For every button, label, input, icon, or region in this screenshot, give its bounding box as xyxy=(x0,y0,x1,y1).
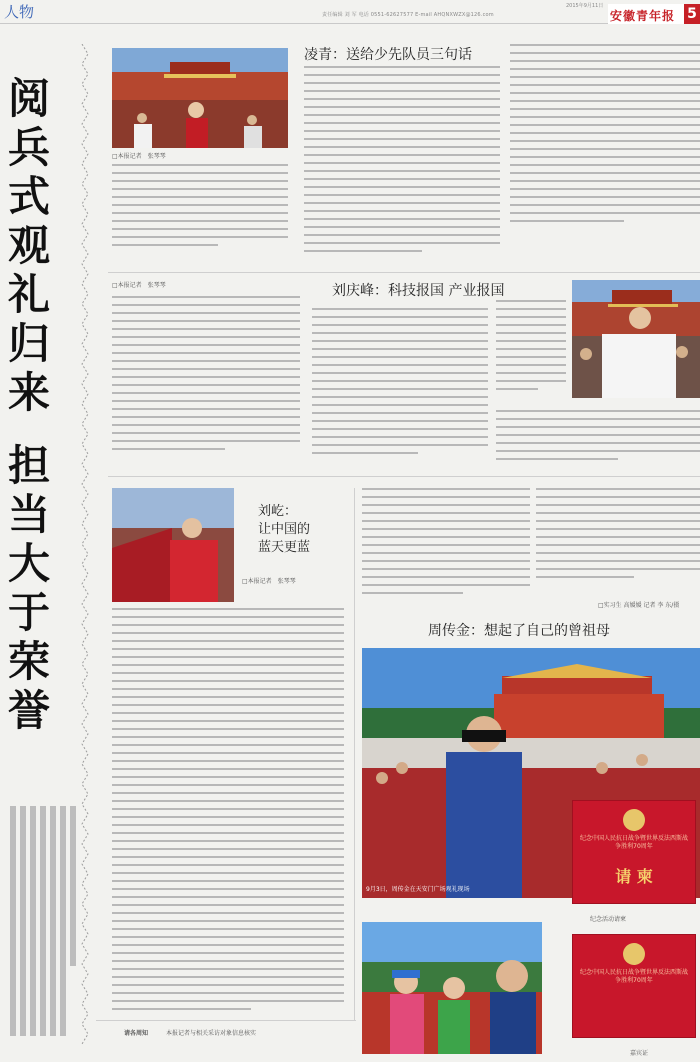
byline-lingqing: □本报记者 张琴琴 xyxy=(112,153,166,160)
text-liuqingfeng-4 xyxy=(496,410,700,464)
photo-liuyi xyxy=(112,488,234,602)
footnote xyxy=(96,1024,426,1054)
logo-text: 安徽青年报 xyxy=(610,9,676,23)
emblem-icon xyxy=(623,809,645,831)
headline-char: 来 xyxy=(7,368,50,417)
text-liuyi xyxy=(112,608,344,1020)
text-liuqingfeng-3 xyxy=(496,300,566,402)
headline-char: 式 xyxy=(7,172,50,221)
caption-pass: 嘉宾证 xyxy=(630,1050,649,1057)
invitation-word: 请 柬 xyxy=(615,867,653,886)
invitation-title: 纪念中国人民抗日战争暨世界反法西斯战争胜利70周年 xyxy=(579,835,688,850)
photo-liuqingfeng xyxy=(572,280,700,398)
headline-char: 荣 xyxy=(7,637,50,686)
rule xyxy=(96,1020,356,1021)
photo-lingqing-image xyxy=(112,48,288,148)
lead-text-lines xyxy=(8,806,80,1046)
main-headline xyxy=(4,74,54,735)
headline-char: 担 xyxy=(7,441,50,490)
title-liuyi-3: 蓝天更蓝 xyxy=(258,540,311,555)
pass-card xyxy=(572,934,696,1038)
page-number: 5 xyxy=(684,4,700,24)
headline-char: 于 xyxy=(7,588,50,637)
headline-char: 大 xyxy=(7,539,50,588)
page-header xyxy=(0,0,700,24)
headline-char: 归 xyxy=(7,319,50,368)
text-liuqingfeng-1 xyxy=(112,296,300,462)
caption-invite: 纪念活动请柬 xyxy=(590,916,627,923)
photo-liuqingfeng-image xyxy=(572,280,700,398)
byline-liuyi: □本报记者 张琴琴 xyxy=(242,578,296,585)
newspaper-logo xyxy=(608,4,700,24)
editor-meta: 责任编辑 刘 军 电话 0551-62627577 E-mail AHQNXWZX@126.com xyxy=(322,12,494,18)
lead-text xyxy=(8,806,80,1046)
headline-char: 观 xyxy=(7,221,50,270)
footnote-text: 本报记者与相关采访对象信息核实 xyxy=(166,1030,257,1037)
footnote-label: 请各周知 xyxy=(124,1030,149,1037)
headline-char: 兵 xyxy=(7,123,50,172)
title-lingqing: 凌青：送给少先队员三句话 xyxy=(304,47,472,63)
emblem-icon xyxy=(623,943,645,965)
photo-liuyi-image xyxy=(112,488,234,602)
invitation-card xyxy=(572,800,696,904)
text-lingqing-1 xyxy=(112,164,288,264)
rule xyxy=(108,476,700,477)
pass-title: 纪念中国人民抗日战争暨世界反法西斯战争胜利70周年 xyxy=(579,969,688,984)
issue-date: 2015年9月11日 xyxy=(566,3,604,9)
byline-zhou: □实习生 高媛媛 记者 李 东/摄 xyxy=(598,602,680,609)
text-liuqingfeng-2 xyxy=(312,308,488,462)
headline-gap xyxy=(4,417,54,441)
title-liuyi-1: 刘屹： xyxy=(258,504,298,519)
text-lingqing-3 xyxy=(510,44,700,266)
section-label: 人物 xyxy=(4,3,35,21)
byline-liuqingfeng: □本报记者 张琴琴 xyxy=(112,282,166,289)
column-rule xyxy=(354,488,355,1020)
title-zhou: 周传金：想起了自己的曾祖母 xyxy=(428,623,610,639)
headline-char: 阅 xyxy=(7,74,50,123)
headline-char: 誉 xyxy=(7,686,50,735)
column-divider xyxy=(78,44,92,1054)
title-liuyi-2: 让中国的 xyxy=(258,522,311,537)
rule xyxy=(108,272,700,273)
headline-char: 当 xyxy=(7,490,50,539)
headline-char: 礼 xyxy=(7,270,50,319)
caption-zhou: 9月3日，周传金在天安门广场观礼现场 xyxy=(366,886,470,893)
text-lingqing-2 xyxy=(304,66,500,266)
title-liuqingfeng: 刘庆峰：科技报国 产业报国 xyxy=(332,283,505,299)
text-zhou-2 xyxy=(536,488,700,594)
text-zhou-1 xyxy=(362,488,530,608)
photo-lingqing xyxy=(112,48,288,148)
